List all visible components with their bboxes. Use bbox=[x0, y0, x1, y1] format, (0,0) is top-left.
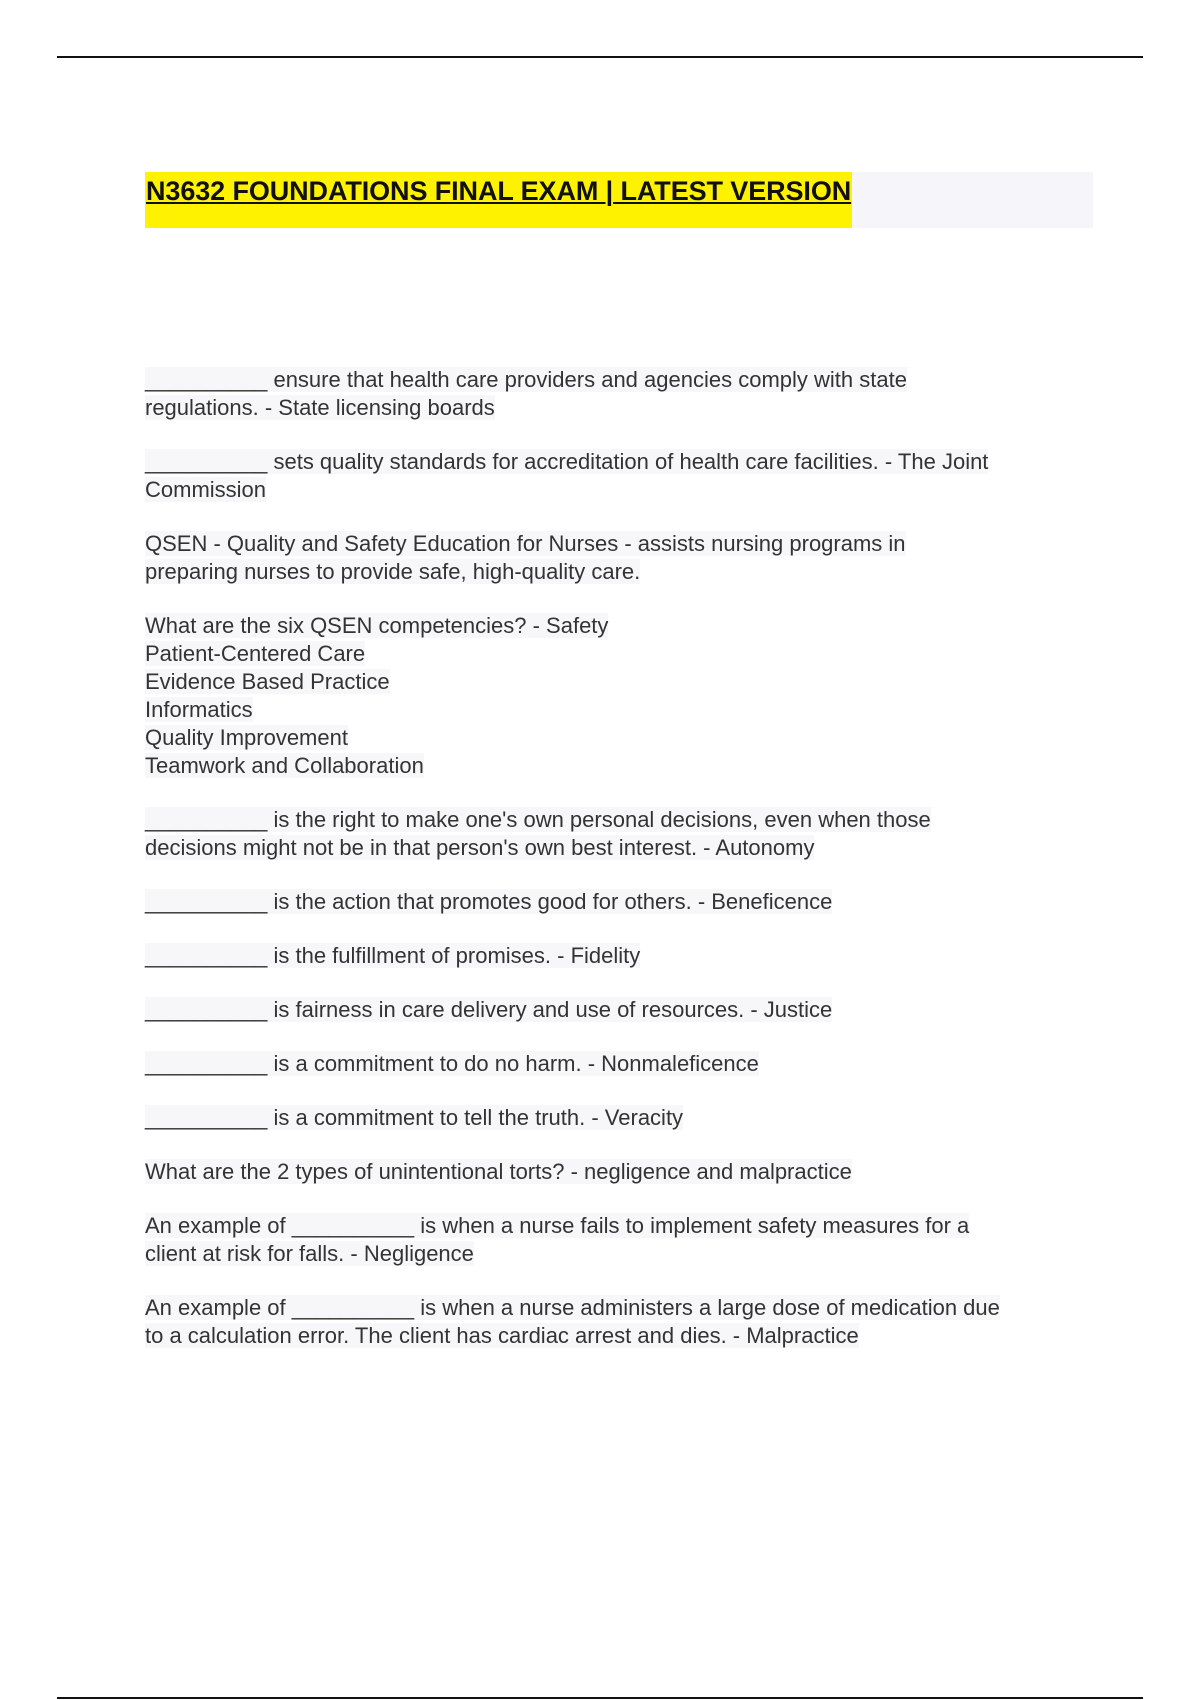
qa-line: client at risk for falls. - Negligence bbox=[145, 1241, 474, 1266]
qa-line: Teamwork and Collaboration bbox=[145, 753, 424, 778]
qa-line: __________ is a commitment to do no harm. - Nonmaleficence bbox=[145, 1051, 759, 1076]
title-band bbox=[145, 172, 1093, 228]
qa-line: to a calculation error. The client has cardiac arrest and dies. - Malpractice bbox=[145, 1323, 859, 1348]
qa-item bbox=[145, 806, 1090, 862]
qa-line: __________ is the fulfillment of promises. - Fidelity bbox=[145, 943, 641, 968]
qa-line: Evidence Based Practice bbox=[145, 669, 390, 694]
qa-line: Patient-Centered Care bbox=[145, 641, 366, 666]
qa-line: __________ is the action that promotes good for others. - Beneficence bbox=[145, 889, 833, 914]
top-rule bbox=[57, 56, 1143, 58]
qa-line: __________ is fairness in care delivery and use of resources. - Justice bbox=[145, 997, 833, 1022]
qa-line: Informatics bbox=[145, 697, 253, 722]
qa-line: An example of __________ is when a nurse fails to implement safety measures for a bbox=[145, 1213, 970, 1238]
qa-line: __________ ensure that health care providers and agencies comply with state bbox=[145, 367, 907, 392]
qa-item bbox=[145, 996, 1090, 1024]
qa-line: decisions might not be in that person's own best interest. - Autonomy bbox=[145, 835, 815, 860]
qa-line: preparing nurses to provide safe, high-quality care. bbox=[145, 559, 641, 584]
document-body bbox=[145, 366, 1090, 1376]
qa-item bbox=[145, 1050, 1090, 1078]
qa-line: Commission bbox=[145, 477, 267, 502]
qa-item bbox=[145, 612, 1090, 780]
qa-line: What are the six QSEN competencies? - Safety bbox=[145, 613, 609, 638]
document-title: N3632 FOUNDATIONS FINAL EXAM | LATEST VERSION bbox=[145, 172, 852, 228]
qa-line: QSEN - Quality and Safety Education for Nurses - assists nursing programs in bbox=[145, 531, 906, 556]
bottom-rule bbox=[57, 1697, 1143, 1699]
qa-item bbox=[145, 1294, 1090, 1350]
qa-line: An example of __________ is when a nurse administers a large dose of medication due bbox=[145, 1295, 1000, 1320]
qa-line: What are the 2 types of unintentional torts? - negligence and malpractice bbox=[145, 1159, 852, 1184]
qa-item bbox=[145, 530, 1090, 586]
qa-line: __________ is a commitment to tell the truth. - Veracity bbox=[145, 1105, 684, 1130]
qa-line: __________ sets quality standards for accreditation of health care facilities. - The Joint bbox=[145, 449, 989, 474]
qa-item bbox=[145, 942, 1090, 970]
qa-item bbox=[145, 448, 1090, 504]
qa-item bbox=[145, 888, 1090, 916]
qa-item bbox=[145, 1158, 1090, 1186]
qa-item bbox=[145, 1212, 1090, 1268]
qa-line: regulations. - State licensing boards bbox=[145, 395, 495, 420]
qa-line: Quality Improvement bbox=[145, 725, 348, 750]
qa-line: __________ is the right to make one's own personal decisions, even when those bbox=[145, 807, 931, 832]
qa-item bbox=[145, 366, 1090, 422]
qa-item bbox=[145, 1104, 1090, 1132]
